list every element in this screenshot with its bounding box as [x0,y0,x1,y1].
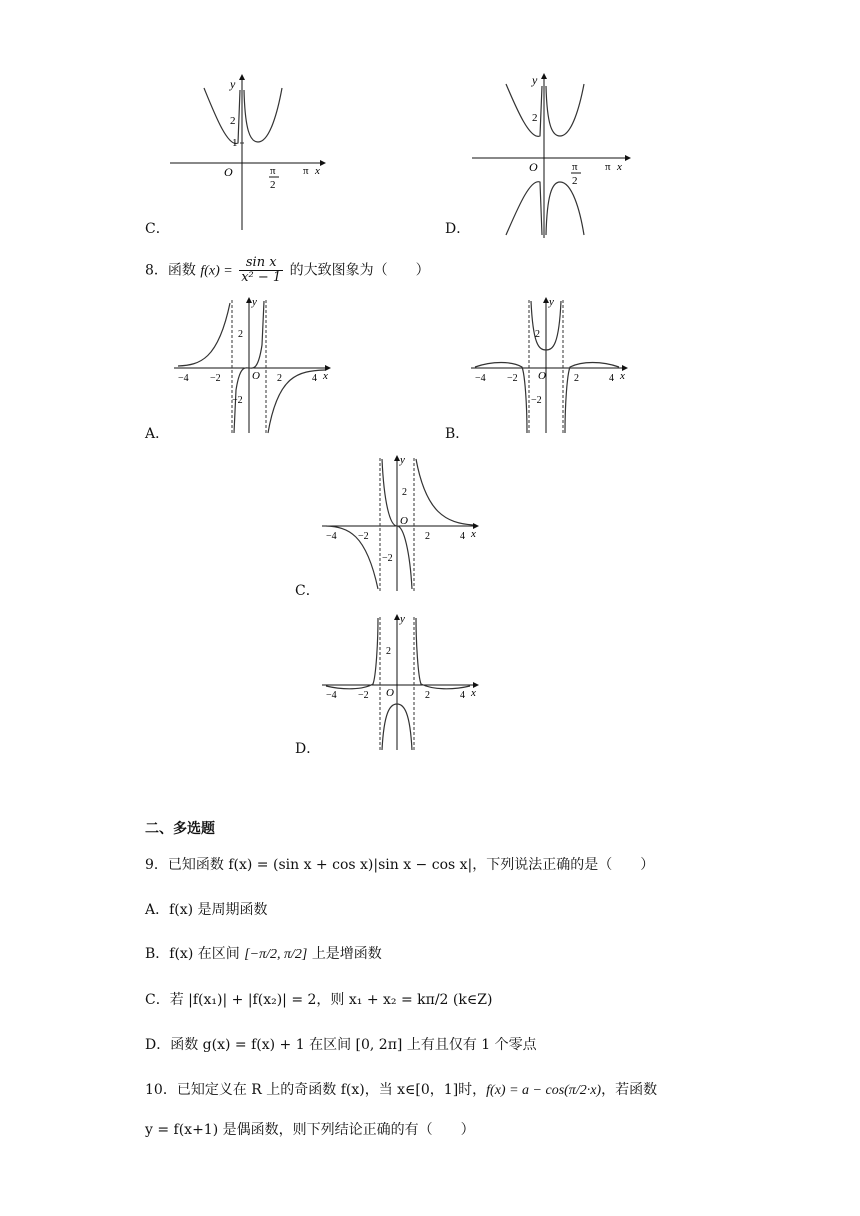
q7-graph-c [160,70,330,235]
svg-text:2: 2 [572,175,578,187]
q10-line2: y = f(x+1) 是偶函数，则下列结论正确的有（ ） [145,1122,475,1138]
q7-graph-d [462,70,637,240]
svg-text:π: π [270,165,276,177]
svg-text:x: x [315,165,320,177]
svg-text:O: O [252,370,260,382]
q8-option-b-label: B． [445,426,470,442]
svg-text:O: O [529,160,538,174]
q9-option-b: B．f(x) 在区间 [−π/2, π/2] 上是增函数 [145,946,382,962]
q9-option-a: A．f(x) 是周期函数 [145,902,268,918]
q8-graph-a [170,295,335,435]
svg-text:O: O [224,165,233,179]
q9-option-d: D．函数 g(x) = f(x) + 1 在区间 [0, 2π] 上有且仅有 1 个零点 [145,1037,537,1053]
svg-text:−4: −4 [326,531,337,542]
svg-text:O: O [538,370,546,382]
svg-text:y: y [252,296,257,308]
svg-text:−2: −2 [531,395,542,406]
svg-text:x: x [617,161,622,173]
svg-text:2: 2 [277,373,282,384]
q7-option-c-label: C． [145,221,170,237]
svg-text:x: x [323,370,328,382]
svg-text:2: 2 [238,329,243,340]
svg-text:2: 2 [270,179,276,191]
svg-text:O: O [386,687,394,699]
svg-text:2: 2 [535,329,540,340]
svg-text:y: y [400,613,405,625]
svg-text:−2: −2 [232,395,243,406]
svg-text:2: 2 [425,690,430,701]
svg-text:4: 4 [609,373,614,384]
q9-option-c: C．若 |f(x₁)| + |f(x₂)| = 2，则 x₁ + x₂ = kπ/2 (k∈Z) [145,992,493,1008]
svg-text:π: π [605,161,611,173]
svg-text:y: y [532,73,538,87]
svg-text:π: π [303,165,309,177]
svg-text:x: x [620,370,625,382]
svg-text:y: y [230,77,236,91]
q8-option-c-label: C． [295,583,320,599]
svg-text:π: π [572,161,578,173]
svg-text:4: 4 [312,373,317,384]
svg-text:2: 2 [230,115,236,127]
svg-text:2: 2 [532,112,538,124]
q7-option-d-label: D． [445,221,471,237]
svg-text:x: x [471,528,476,540]
svg-text:2: 2 [386,646,391,657]
svg-text:x: x [471,687,476,699]
q8-graph-c [318,453,483,593]
svg-text:−2: −2 [358,531,369,542]
q8-option-a-label: A． [145,426,170,442]
svg-text:y: y [400,454,405,466]
svg-text:−2: −2 [382,553,393,564]
svg-text:4: 4 [460,690,465,701]
svg-text:y: y [549,296,554,308]
q8-graph-b [467,295,632,435]
svg-text:−4: −4 [475,373,486,384]
svg-text:−2: −2 [210,373,221,384]
q10-line1: 10．已知定义在 R 上的奇函数 f(x)，当 x∈[0，1]时，f(x) = a − cos(π/2·x)，若函数 [145,1082,658,1098]
svg-text:2: 2 [574,373,579,384]
q9-stem: 9．已知函数 f(x) = (sin x + cos x)|sin x − cos x|，下列说法正确的是（ ） [145,857,655,873]
q8-stem: 8．函数 f(x) = $\frac{\text{sin x}}{\text{x² − 1}}$ 的大致图象为（ ） [145,255,430,285]
svg-text:−2: −2 [358,690,369,701]
svg-text:−2: −2 [507,373,518,384]
svg-text:−4: −4 [326,690,337,701]
svg-text:O: O [400,515,408,527]
svg-text:1: 1 [232,137,238,149]
q8-option-d-label: D． [295,741,321,757]
section-title: 二、多选题 [145,821,215,837]
svg-text:−4: −4 [178,373,189,384]
q8-graph-d [318,612,483,752]
svg-text:4: 4 [460,531,465,542]
svg-text:2: 2 [425,531,430,542]
svg-text:2: 2 [402,487,407,498]
